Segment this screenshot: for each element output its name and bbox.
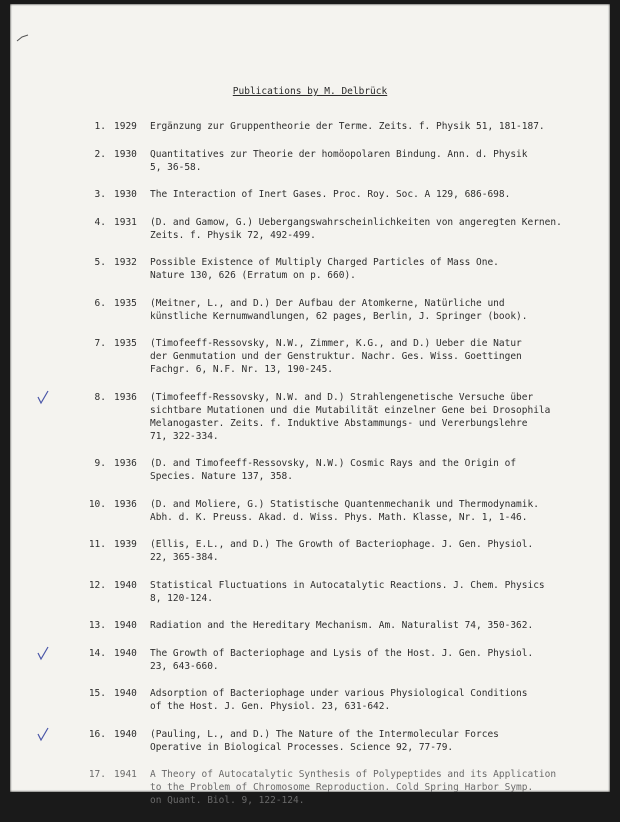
publication-number: 7. (94, 338, 106, 349)
publication-number: 10. (88, 498, 106, 510)
publication-number: 1. (94, 121, 106, 132)
publication-number: 11. (88, 539, 106, 550)
publication-number: 13. (88, 620, 106, 631)
publication-citation: Adsorption of Bacteriophage under various Physiological Conditions of the Host. J. Gen. Physiol. 23, 631-642. (150, 688, 528, 712)
publication-entry (80, 337, 570, 376)
publication-year: 1936 (114, 498, 137, 510)
publication-year: 1941 (114, 769, 137, 780)
publication-number: 3. (94, 189, 106, 200)
publication-number: 12. (88, 579, 106, 591)
publication-number: 6. (94, 297, 106, 309)
publication-number: 2. (94, 148, 106, 160)
publication-number: 17. (88, 769, 106, 780)
publication-year: 1939 (114, 539, 137, 550)
publication-entry (80, 120, 570, 133)
publication-entry (80, 391, 570, 443)
publication-citation: (Timofeeff-Ressovsky, N.W., Zimmer, K.G., and D.) Ueber die Natur der Genmutation und der Genstruktur. Nachr. Ges. Wiss. Goettingen Fachgr. 6, N.F. Nr. 13, 190-245. (150, 338, 522, 375)
publication-entry (80, 148, 570, 174)
publication-citation: Possible Existence of Multiply Charged Particles of Mass One. Nature 130, 626 (Erratum on p. 660). (150, 257, 499, 281)
publication-entry (80, 188, 570, 201)
publication-year: 1935 (114, 297, 137, 309)
publication-year: 1930 (114, 189, 137, 200)
publication-entry (80, 297, 570, 323)
publication-number: 15. (88, 688, 106, 699)
publication-citation: A Theory of Autocatalytic Synthesis of Polypeptides and its Application to the Problem of Chromosome Reproduction. Cold Spring Harbor Symp. on Quant. Biol. 9, 122-124. (150, 769, 557, 806)
page-title: Publications by M. Delbrück (232, 86, 388, 97)
publication-year: 1932 (114, 257, 137, 268)
publication-entry (80, 619, 570, 632)
publication-number: 5. (94, 257, 106, 268)
checkmark-icon (36, 645, 50, 661)
publication-citation: (Pauling, L., and D.) The Nature of the Intermolecular Forces Operative in Biological Processes. Science 92, 77-79. (150, 728, 499, 753)
publication-citation: (Timofeeff-Ressovsky, N.W. and D.) Strahlengenetische Versuche über sichtbare Mutationen und die Mutabilität einzelner Gene bei Drosophila Melanogaster. Zeits. f. Induktive Abstammungs- und Vererbungslehre 71, 322-334. (150, 391, 551, 442)
publication-entry (80, 538, 570, 564)
publication-entry (80, 457, 570, 483)
publication-citation: The Interaction of Inert Gases. Proc. Roy. Soc. A 129, 686-698. (150, 189, 511, 200)
publication-year: 1936 (114, 391, 137, 403)
checkmark-icon (36, 726, 50, 742)
publication-entry (80, 647, 570, 673)
publication-citation: (Meitner, L., and D.) Der Aufbau der Atomkerne, Natürliche und künstliche Kernumwandlungen, 62 pages, Berlin, J. Springer (book). (150, 297, 528, 322)
publication-citation: Ergänzung zur Gruppentheorie der Terme. Zeits. f. Physik 51, 181-187. (150, 121, 545, 132)
publication-number: 4. (94, 216, 106, 228)
publication-list (80, 120, 570, 822)
publication-citation: Radiation and the Hereditary Mechanism. Am. Naturalist 74, 350-362. (150, 620, 534, 631)
publication-number: 16. (88, 728, 106, 740)
publication-entry (80, 216, 570, 242)
publication-citation: Quantitatives zur Theorie der homöopolaren Bindung. Ann. d. Physik 5, 36-58. (150, 148, 528, 173)
document-page (10, 4, 610, 806)
publication-year: 1935 (114, 338, 137, 349)
publication-citation: (D. and Moliere, G.) Statistische Quantenmechanik und Thermodynamik. Abh. d. K. Preuss. Akad. d. Wiss. Phys. Math. Klasse, Nr. 1, 1-46. (150, 498, 539, 523)
publication-citation: Statistical Fluctuations in Autocatalytic Reactions. J. Chem. Physics 8, 120-124. (150, 579, 545, 604)
publication-year: 1936 (114, 458, 137, 469)
publication-year: 1931 (114, 216, 137, 228)
publication-year: 1940 (114, 728, 137, 740)
publication-entry (80, 256, 570, 282)
publication-year: 1940 (114, 688, 137, 699)
publication-entry (80, 728, 570, 754)
publication-citation: (Ellis, E.L., and D.) The Growth of Bacteriophage. J. Gen. Physiol. 22, 365-384. (150, 539, 534, 563)
publication-entry (80, 768, 570, 807)
publication-citation: The Growth of Bacteriophage and Lysis of the Host. J. Gen. Physiol. 23, 643-660. (150, 647, 534, 672)
publication-number: 9. (94, 458, 106, 469)
publication-year: 1940 (114, 620, 137, 631)
pencil-mark-icon (16, 34, 30, 42)
publication-entry (80, 687, 570, 713)
publication-entry (80, 498, 570, 524)
publication-number: 14. (88, 647, 106, 659)
publication-entry (80, 579, 570, 605)
publication-citation: (D. and Gamow, G.) Uebergangswahrscheinlichkeiten von angeregten Kernen. Zeits. f. Physik 72, 492-499. (150, 216, 562, 241)
publication-year: 1929 (114, 121, 137, 132)
publication-year: 1930 (114, 148, 137, 160)
publication-year: 1940 (114, 579, 137, 591)
publication-number: 8. (94, 391, 106, 403)
publication-citation: (D. and Timofeeff-Ressovsky, N.W.) Cosmic Rays and the Origin of Species. Nature 137, 358. (150, 458, 517, 482)
checkmark-icon (36, 389, 50, 405)
publication-year: 1940 (114, 647, 137, 659)
